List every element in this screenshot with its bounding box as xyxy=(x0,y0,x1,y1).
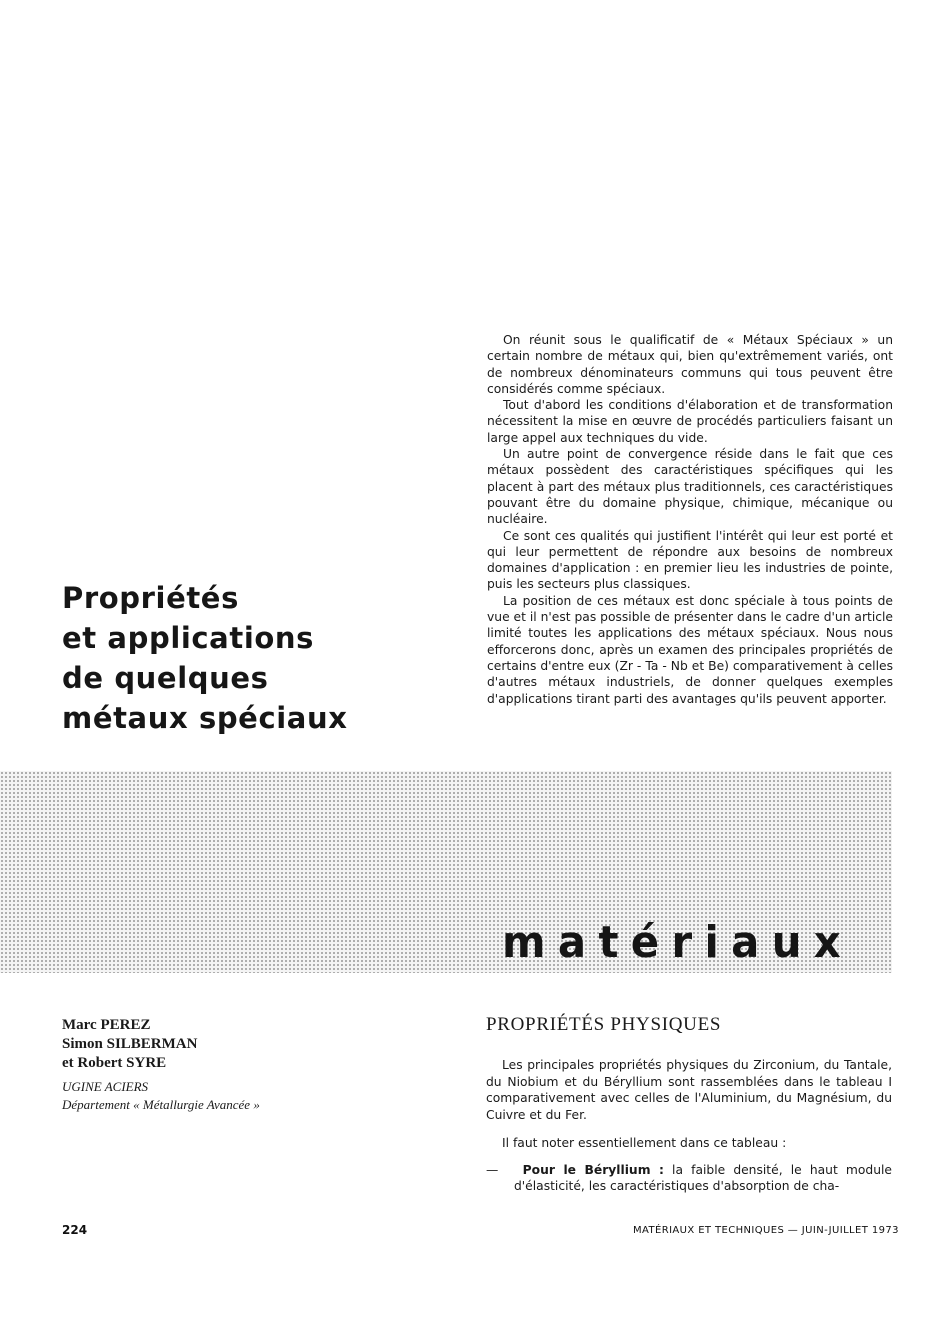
title-line-2: et applications xyxy=(62,621,314,655)
title-line-1: Propriétés xyxy=(62,581,239,615)
journal-footer: MATÉRIAUX ET TECHNIQUES — JUIN-JUILLET 1973 xyxy=(633,1225,899,1236)
intro-paragraph-5: La position de ces métaux est donc spéciale à tous points de vue et il n'est pas possible de présenter dans le cadre d'un article limité toutes les applications des métaux spéciaux. Nous nous efforcerons donc, après un examen des principales propriétés de certains d'entre eux (Zr - Ta - Nb et Be) comparativement à celles d'autres métaux industriels, de donner quelques exemples d'applications tirant parti des avantages qu'ils peuvent apporter. xyxy=(487,593,893,706)
section-paragraph-2: Il faut noter essentiellement dans ce tableau : xyxy=(502,1136,787,1150)
list-item-text: la faible densité, le haut module d'élasticité, les caractéristiques d'absorption de cha- xyxy=(514,1162,892,1193)
title-line-3: de quelques xyxy=(62,661,269,695)
page-number: 224 xyxy=(62,1223,88,1237)
intro-paragraph-2: Tout d'abord les conditions d'élaboration et de transformation nécessitent la mise en œuvre de procédés particuliers faisant un large appel aux techniques du vide. xyxy=(487,398,893,445)
author-name-3: et Robert SYRE xyxy=(62,1055,167,1071)
section-banner-word: matériaux xyxy=(502,917,854,968)
intro-column xyxy=(487,332,893,707)
list-item-lead: Pour le Béryllium : xyxy=(522,1162,664,1177)
section-heading: PROPRIÉTÉS PHYSIQUES xyxy=(486,1014,722,1035)
author-name-1: Marc PEREZ xyxy=(62,1017,151,1033)
article-title xyxy=(62,578,422,738)
list-dash: — xyxy=(486,1162,499,1177)
author-block xyxy=(62,1016,362,1114)
intro-paragraph-1: On réunit sous le qualificatif de « Métaux Spéciaux » un certain nombre de métaux qui, bien qu'extrêmement variés, ont de nombreux dénominateurs communs qui tous peuvent être considérés comme spéciaux. xyxy=(487,333,893,396)
section-paragraph-1: Les principales propriétés physiques du Zirconium, du Tantale, du Niobium et du Béryllium sont rassemblées dans le tableau I comparativement avec celles de l'Aluminium, du Magnésium, du Cuivre et du Fer. xyxy=(486,1058,892,1122)
author-department: Département « Métallurgie Avancée » xyxy=(62,1097,260,1112)
author-company: UGINE ACIERS xyxy=(62,1079,149,1094)
intro-paragraph-4: Ce sont ces qualités qui justifient l'intérêt qui leur est porté et qui leur permettent de répondre aux besoins de nombreux domaines d'application : en premier lieu les industries de pointe, puis les secteurs plus classiques. xyxy=(487,528,893,592)
section-list-item xyxy=(486,1162,892,1195)
title-line-4: métaux spéciaux xyxy=(62,701,348,735)
author-name-2: Simon SILBERMAN xyxy=(62,1036,198,1052)
section-body xyxy=(486,1057,892,1195)
intro-paragraph-3: Un autre point de convergence réside dans le fait que ces métaux possèdent des caractéristiques spécifiques qui les placent à part des métaux plus traditionnels, ces caractéristiques pouvant être du domaine physique, chimique, mécanique ou nucléaire. xyxy=(487,447,893,527)
